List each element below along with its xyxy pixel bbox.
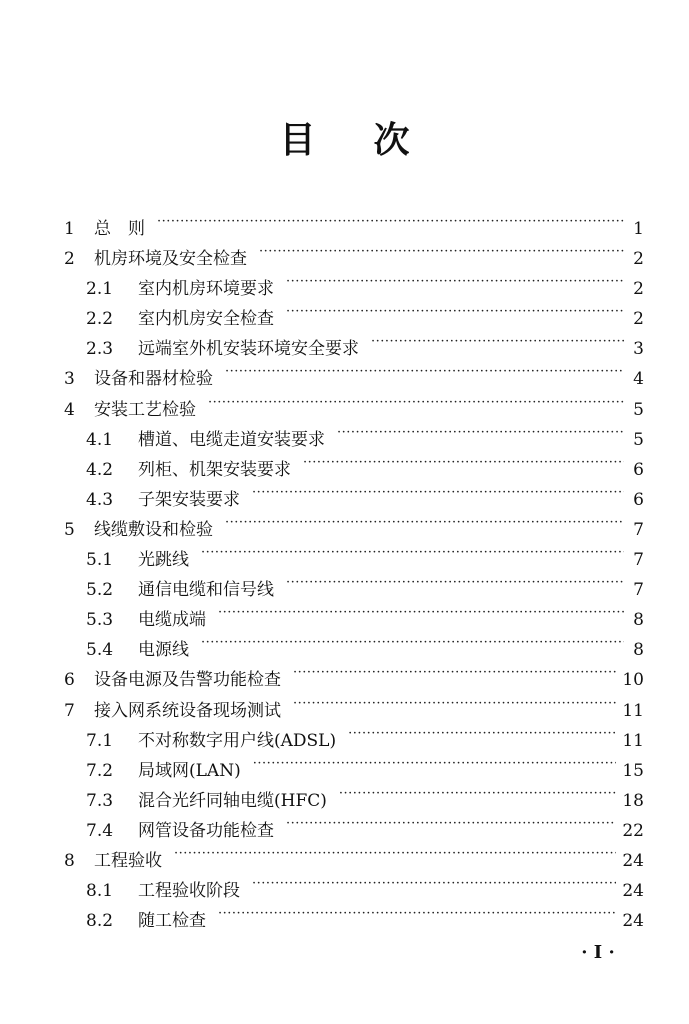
- toc-entry-label: 安装工艺检验: [94, 399, 196, 420]
- toc-entry-page: 24: [622, 850, 644, 871]
- toc-entry-number: 5.3: [86, 610, 114, 631]
- toc-entry-label: 远端室外机安装环境安全要求: [138, 339, 359, 360]
- toc-entry-page: 15: [622, 760, 644, 781]
- toc-entry-number: 7.2: [86, 760, 114, 781]
- toc-dot-leader: [303, 445, 624, 475]
- title-char-2: 次: [373, 119, 410, 161]
- toc-entry-number: 7: [64, 700, 75, 721]
- toc-entry-number: 7.4: [86, 820, 114, 841]
- toc-entry-label: 室内机房安全检查: [138, 309, 274, 330]
- toc-dot-leader: [259, 234, 624, 264]
- toc-entry-page: 8: [633, 610, 644, 631]
- toc-entry-number: 2.1: [86, 279, 114, 300]
- toc-dot-leader: [218, 595, 624, 625]
- toc-entry-number: 6: [64, 670, 75, 691]
- toc-dot-leader: [225, 354, 624, 384]
- page-title: [0, 112, 689, 163]
- toc-entry-label: 机房环境及安全检查: [94, 249, 247, 270]
- toc-entry-number: 5.4: [86, 640, 114, 661]
- toc-dot-leader: [252, 475, 624, 505]
- toc-entry-page: 2: [633, 279, 644, 300]
- toc-dot-leader: [371, 324, 624, 354]
- toc-entry-page: 2: [633, 309, 644, 330]
- toc-entry-page: 11: [622, 730, 644, 751]
- toc-entry-label: 局域网(LAN): [138, 760, 241, 781]
- toc-entry-page: 22: [622, 820, 644, 841]
- toc-dot-leader: [174, 836, 616, 866]
- toc-dot-leader: [286, 806, 616, 836]
- toc-entry-label: 通信电缆和信号线: [138, 580, 274, 601]
- toc-dot-leader: [208, 385, 624, 415]
- toc-entry-number: 8.2: [86, 911, 114, 932]
- toc-dot-leader: [286, 264, 624, 294]
- toc-entry-number: 1: [64, 219, 75, 239]
- toc-entry-number: 3: [64, 369, 75, 390]
- toc-entry-number: 5.2: [86, 580, 114, 601]
- toc-dot-leader: [286, 565, 624, 595]
- toc-dot-leader: [286, 294, 624, 324]
- toc-entry-page: 4: [633, 369, 644, 390]
- toc-dot-leader: [225, 505, 624, 535]
- toc-entry-label: 电源线: [138, 640, 189, 661]
- toc-entry-label: 电缆成端: [138, 610, 206, 631]
- toc-entry-label: 随工检查: [138, 911, 206, 932]
- toc-entry-number: 2.3: [86, 339, 114, 360]
- toc-dot-leader: [201, 625, 624, 655]
- toc-entry-page: 5: [633, 429, 644, 450]
- toc-dot-leader: [201, 535, 624, 565]
- toc-entry-page: 11: [622, 700, 644, 721]
- title-char-1: 目: [279, 119, 316, 161]
- toc-entry-page: 6: [633, 489, 644, 510]
- toc-entry-label: 网管设备功能检查: [138, 820, 274, 841]
- toc-entry-label: 工程验收: [94, 850, 162, 871]
- toc-entry-page: 24: [622, 881, 644, 902]
- toc-entry-page: 5: [633, 399, 644, 420]
- toc-entry-number: 8: [64, 850, 75, 871]
- toc-entry-label: 光跳线: [138, 550, 189, 571]
- toc-entry-number: 8.1: [86, 881, 114, 902]
- toc-entry-page: 18: [622, 790, 644, 811]
- toc-dot-leader: [157, 204, 624, 234]
- toc-entry[interactable]: [64, 234, 644, 270]
- toc-entry-number: 4.3: [86, 489, 114, 510]
- toc-entry-number: 7.1: [86, 730, 114, 751]
- toc-entry-label: 工程验收阶段: [138, 881, 240, 902]
- toc-entry-page: 7: [633, 550, 644, 571]
- toc-entry-label: 子架安装要求: [138, 489, 240, 510]
- toc-entry-page: 7: [633, 580, 644, 601]
- toc-dot-leader: [253, 746, 617, 776]
- toc-entry-number: 2: [64, 249, 75, 270]
- toc-dot-leader: [339, 776, 616, 806]
- toc-entry-label: 设备电源及告警功能检查: [94, 670, 281, 691]
- toc-entry-label: 室内机房环境要求: [138, 279, 274, 300]
- toc-entry-label: 接入网系统设备现场测试: [94, 700, 281, 721]
- toc-dot-leader: [337, 415, 624, 445]
- toc-entry-number: 4: [64, 399, 75, 420]
- toc-entry-page: 7: [633, 519, 644, 540]
- toc-entry-label: 线缆敷设和检验: [94, 519, 213, 540]
- toc-entry-label: 混合光纤同轴电缆(HFC): [138, 790, 327, 811]
- toc-entry-page: 1: [633, 219, 644, 239]
- toc-entry-label: 列柜、机架安装要求: [138, 459, 291, 480]
- toc-entry-page: 2: [633, 249, 644, 270]
- toc-entry-number: 4.2: [86, 459, 114, 480]
- toc-entry-number: 5.1: [86, 550, 114, 571]
- toc-entry-label: 总 则: [94, 219, 145, 239]
- toc-dot-leader: [252, 866, 616, 896]
- toc-entry[interactable]: [64, 204, 644, 239]
- toc-entry-label: 不对称数字用户线(ADSL): [138, 730, 337, 751]
- toc-entry-number: 4.1: [86, 429, 114, 450]
- toc-dot-leader: [218, 896, 616, 926]
- toc-entry-label: 槽道、电缆走道安装要求: [138, 429, 325, 450]
- toc-entry-number: 7.3: [86, 790, 114, 811]
- toc-entry-page: 3: [633, 339, 644, 360]
- toc-dot-leader: [293, 686, 616, 716]
- table-of-contents: [64, 204, 644, 932]
- toc-entry-number: 2.2: [86, 309, 114, 330]
- toc-entry-label: 设备和器材检验: [94, 369, 213, 390]
- toc-entry-page: 10: [622, 670, 644, 691]
- toc-entry-page: 8: [633, 640, 644, 661]
- toc-dot-leader: [293, 655, 616, 685]
- toc-entry-page: 24: [622, 911, 644, 932]
- toc-entry-number: 5: [64, 519, 75, 540]
- page-number-footer: · I ·: [581, 942, 615, 963]
- toc-entry-page: 6: [633, 459, 644, 480]
- toc-dot-leader: [348, 716, 616, 746]
